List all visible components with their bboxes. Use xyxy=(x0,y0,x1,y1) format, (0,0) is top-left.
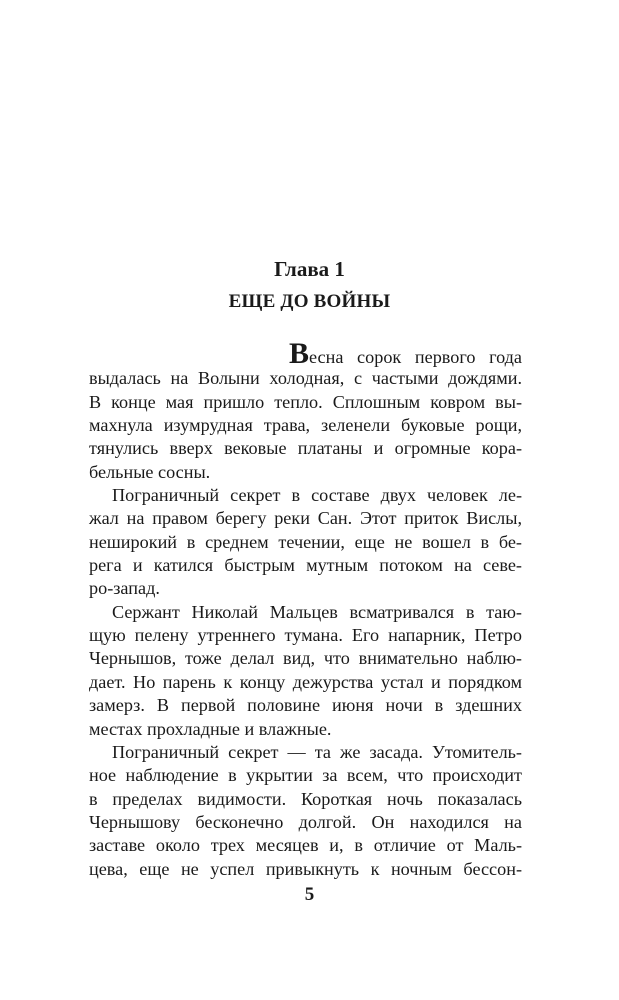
text-line: Пограничный секрет в составе двух человек ле- xyxy=(112,485,522,506)
text-line: неширокий в среднем течении, еще не вошел в бе- xyxy=(89,531,522,552)
text-line: в пределах видимости. Короткая ночь показалась xyxy=(89,788,522,809)
text-line: Пограничный секрет — та же засада. Утомитель- xyxy=(112,741,522,762)
text-line: рега и катился быстрым мутным потоком на севе- xyxy=(89,555,522,576)
text-line: бельные сосны. xyxy=(89,461,211,482)
text-line: Сержант Николай Мальцев всматривался в таю- xyxy=(112,601,522,622)
body-text xyxy=(89,337,522,881)
text-line: махнула изумрудная трава, зеленели буковые рощи, xyxy=(89,415,522,436)
text-line: ное наблюдение в укрытии за всем, что происходит xyxy=(89,765,522,786)
text-line: цева, еще не успел привыкнуть к ночным бессон- xyxy=(89,858,522,879)
chapter-number: Глава 1 xyxy=(274,257,345,281)
text-line: выдалась на Волыни холодная, с частыми дождями. xyxy=(89,368,522,389)
text-line: ро-запад. xyxy=(89,578,160,599)
chapter-title: ЕЩЕ ДО ВОЙНЫ xyxy=(228,291,391,312)
line-text: есна сорок первого года xyxy=(309,347,522,367)
text-line: дает. Но парень к концу дежурства устал и порядком xyxy=(89,671,522,692)
text-line: местах прохладные и влажные. xyxy=(89,718,332,739)
text-line: щую пелену утреннего тумана. Его напарник, Петро xyxy=(89,625,522,646)
text-line: тянулись вверх вековые платаны и огромные кора- xyxy=(89,438,522,459)
page-number: 5 xyxy=(304,884,315,905)
text-line: Чернышову бесконечно долгой. Он находился на xyxy=(89,811,522,832)
text-line: жал на правом берегу реки Сан. Этот приток Вислы, xyxy=(89,508,522,529)
text-line: заставе около трех месяцев и, в отличие от Маль- xyxy=(89,835,522,856)
dropcap: В xyxy=(289,337,310,370)
text-line: В конце мая пришло тепло. Сплошным ковром вы- xyxy=(89,391,522,412)
text-line: замерз. В первой половине июня ночи в здешних xyxy=(89,695,522,716)
text-line: Чернышов, тоже делал вид, что внимательно наблю- xyxy=(89,648,522,669)
text-line-first xyxy=(89,337,522,370)
